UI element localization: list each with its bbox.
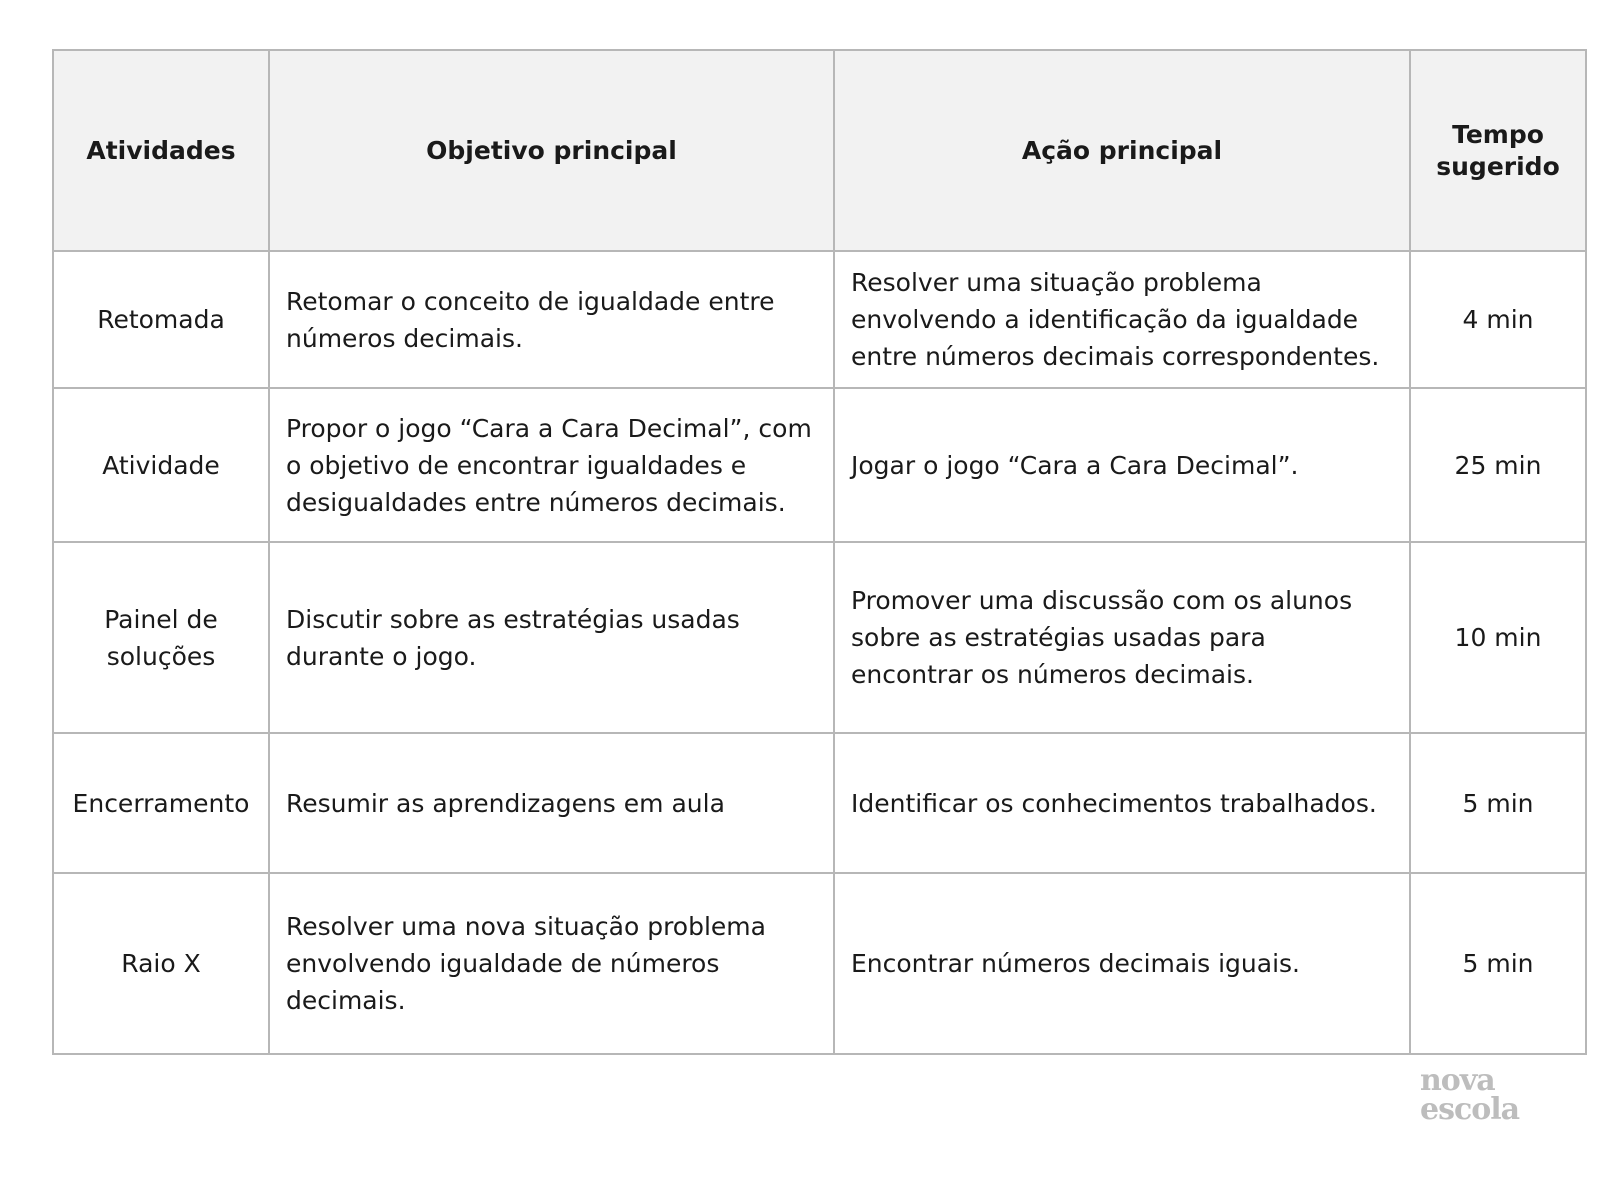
table-row	[53, 388, 1586, 542]
cell-atividade: Painel de soluções	[53, 542, 269, 733]
header-tempo-sugerido: Tempo sugerido	[1410, 50, 1586, 251]
header-atividades: Atividades	[53, 50, 269, 251]
cell-tempo: 5 min	[1410, 873, 1586, 1054]
cell-objetivo: Propor o jogo “Cara a Cara Decimal”, com o objetivo de encontrar igualdades e desigualdades entre números decimais.	[269, 388, 834, 542]
table-row	[53, 251, 1586, 388]
logo-line-escola: escola	[1420, 1092, 1520, 1127]
cell-atividade: Raio X	[53, 873, 269, 1054]
table-row	[53, 733, 1586, 873]
cell-objetivo: Resolver uma nova situação problema envolvendo igualdade de números decimais.	[269, 873, 834, 1054]
header-acao-principal: Ação principal	[834, 50, 1410, 251]
cell-tempo: 4 min	[1410, 251, 1586, 388]
cell-acao: Resolver uma situação problema envolvendo a identificação da igualdade entre números decimais correspondentes.	[834, 251, 1410, 388]
cell-acao: Encontrar números decimais iguais.	[834, 873, 1410, 1054]
table-row	[53, 542, 1586, 733]
cell-acao: Jogar o jogo “Cara a Cara Decimal”.	[834, 388, 1410, 542]
header-objetivo-principal: Objetivo principal	[269, 50, 834, 251]
cell-objetivo: Discutir sobre as estratégias usadas durante o jogo.	[269, 542, 834, 733]
cell-atividade: Retomada	[53, 251, 269, 388]
cell-objetivo: Resumir as aprendizagens em aula	[269, 733, 834, 873]
cell-acao: Identificar os conhecimentos trabalhados.	[834, 733, 1410, 873]
logo-line-nova: nova	[1420, 1063, 1495, 1098]
cell-acao: Promover uma discussão com os alunos sobre as estratégias usadas para encontrar os números decimais.	[834, 542, 1410, 733]
cell-objetivo: Retomar o conceito de igualdade entre números decimais.	[269, 251, 834, 388]
cell-tempo: 5 min	[1410, 733, 1586, 873]
cell-tempo: 25 min	[1410, 388, 1586, 542]
table-header-row	[53, 50, 1586, 251]
cell-atividade: Encerramento	[53, 733, 269, 873]
cell-tempo: 10 min	[1410, 542, 1586, 733]
cell-atividade: Atividade	[53, 388, 269, 542]
lesson-plan-table	[52, 49, 1587, 1055]
table-row	[53, 873, 1586, 1054]
nova-escola-logo	[1420, 1063, 1520, 1127]
